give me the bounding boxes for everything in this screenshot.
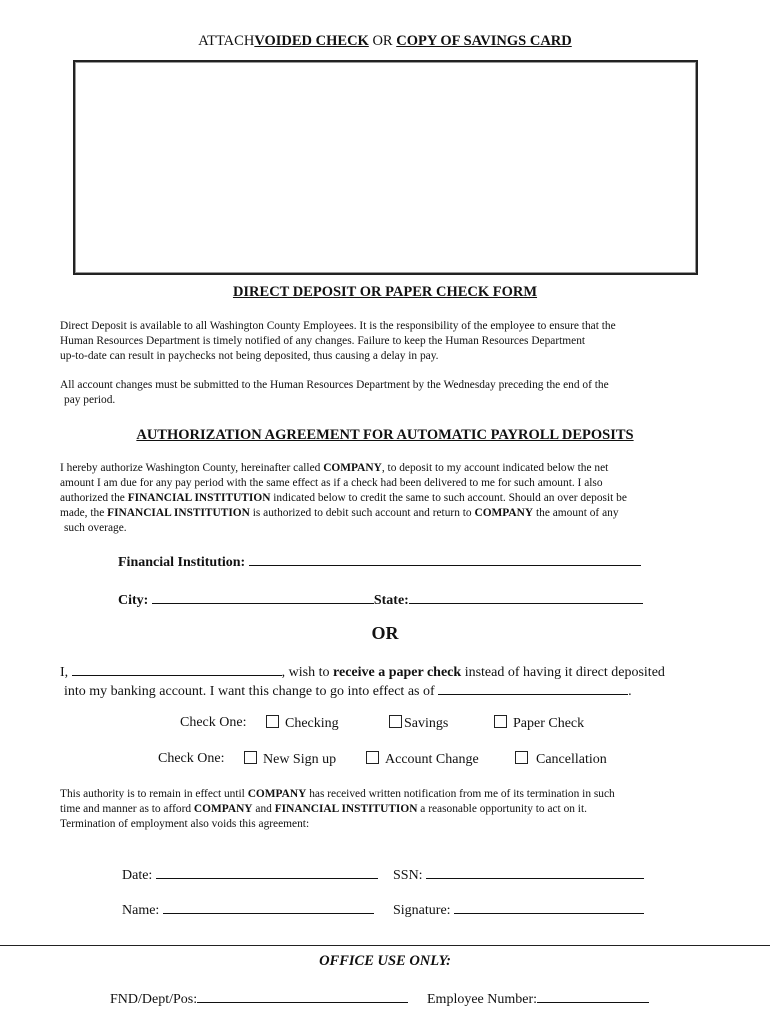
auth-line-1 [60, 461, 700, 476]
authority-company: COMPANY [247, 788, 307, 800]
attach-prefix: ATTACH [198, 33, 255, 49]
checkbox-new-sign-up[interactable] [244, 751, 336, 768]
authority-company: COMPANY [193, 803, 253, 815]
paper-wish: , wish to [281, 665, 334, 680]
auth-text: made, the [60, 507, 108, 519]
checkbox-savings[interactable] [389, 715, 448, 732]
or-divider-text: OR [371, 623, 399, 643]
paper-name-field[interactable] [72, 662, 282, 676]
intro-line-3: up-to-date can result in paychecks not being deposited, thus causing a delay in pay. [60, 350, 439, 362]
checkbox-icon[interactable] [515, 751, 528, 764]
financial-institution-field[interactable] [249, 552, 641, 566]
city-field[interactable] [152, 590, 374, 604]
checkbox-icon[interactable] [494, 715, 507, 728]
paper-receive: receive a paper check [333, 665, 462, 680]
employee-number-field[interactable] [537, 989, 649, 1003]
attach-or: OR [372, 33, 393, 49]
paper-i: I, [60, 665, 69, 680]
authority-paragraph [60, 787, 700, 832]
signature-label: Signature: [393, 903, 451, 918]
checkbox-icon[interactable] [366, 751, 379, 764]
form-title: DIRECT DEPOSIT OR PAPER CHECK FORM [232, 284, 538, 300]
date-field[interactable] [156, 865, 378, 879]
paper-line-2-text: into my banking account. I want this change to go into effect as of [64, 684, 435, 699]
checkbox-paper-check[interactable] [494, 715, 584, 732]
check-one-label-1: Check One: [180, 715, 247, 730]
attach-copy-savings: COPY OF SAVINGS CARD [396, 33, 572, 49]
auth-company: COMPANY [474, 507, 534, 519]
financial-institution-label: Financial Institution: [118, 555, 246, 570]
attach-instruction [0, 33, 770, 50]
auth-text: the amount of any [533, 507, 619, 519]
office-use-title: OFFICE USE ONLY: [319, 953, 451, 969]
auth-text: I hereby authorize Washington County, hereinafter called [60, 462, 324, 474]
authority-text: time and manner as to afford [60, 803, 194, 815]
attach-voided-check: VOIDED CHECK [254, 33, 369, 49]
authority-line-2 [60, 802, 700, 817]
fnd-row [110, 989, 408, 1008]
employee-number-label: Employee Number: [427, 992, 538, 1007]
auth-text: authorized the [60, 492, 128, 504]
ssn-label: SSN: [393, 868, 423, 883]
state-label: State: [373, 593, 409, 608]
paper-period: . [628, 684, 632, 699]
auth-line-5: such overage. [64, 522, 127, 534]
account-change-label: Account Change [385, 752, 479, 767]
authority-line-3: Termination of employment also voids this agreement: [60, 818, 310, 830]
office-divider [0, 945, 770, 946]
changes-paragraph [60, 378, 700, 408]
savings-label: Savings [404, 716, 449, 731]
name-label: Name: [122, 903, 160, 918]
cancellation-label: Cancellation [536, 752, 607, 767]
check-one-label-2: Check One: [158, 751, 225, 766]
checkbox-cancellation[interactable] [515, 751, 607, 768]
date-label: Date: [122, 868, 153, 883]
new-sign-up-label: New Sign up [263, 752, 337, 767]
changes-line-1: All account changes must be submitted to the Human Resources Department by the Wednesday preceding the end of the [60, 379, 609, 391]
checkbox-icon[interactable] [266, 715, 279, 728]
paper-instead: instead of having it direct deposited [461, 665, 665, 680]
changes-line-2: pay period. [64, 394, 116, 406]
auth-text: is authorized to debit such account and return to [249, 507, 475, 519]
effective-date-field[interactable] [438, 681, 628, 695]
auth-line-4 [60, 506, 700, 521]
authority-financial-institution: FINANCIAL INSTITUTION [274, 803, 418, 815]
auth-line-2: amount I am due for any pay period with the same effect as if a check had been delivered to me for such amount. I also [60, 477, 603, 489]
auth-financial-institution: FINANCIAL INSTITUTION [127, 492, 271, 504]
paper-check-label: Paper Check [513, 716, 585, 731]
fnd-field[interactable] [197, 989, 408, 1003]
authority-text: a reasonable opportunity to act on it. [417, 803, 587, 815]
intro-line-2: Human Resources Department is timely notified of any changes. Failure to keep the Human Resources Department [60, 335, 586, 347]
name-row [122, 900, 374, 919]
auth-company: COMPANY [323, 462, 382, 474]
signature-row [393, 900, 644, 919]
checkbox-icon[interactable] [244, 751, 257, 764]
signature-field[interactable] [454, 900, 644, 914]
city-label: City: [118, 593, 149, 608]
financial-institution-row [118, 552, 641, 571]
paper-check-line-2 [64, 681, 632, 700]
auth-text: , to deposit to my account indicated below the net [381, 462, 609, 474]
checkbox-icon[interactable] [389, 715, 402, 728]
name-field[interactable] [163, 900, 374, 914]
date-row [122, 865, 378, 884]
ssn-row [393, 865, 644, 884]
state-field[interactable] [409, 590, 643, 604]
authorization-paragraph [60, 461, 700, 536]
authority-text: has received written notification from me of its termination in such [306, 788, 615, 800]
ssn-field[interactable] [426, 865, 644, 879]
authority-text: and [252, 803, 275, 815]
paper-check-line-1 [60, 662, 665, 681]
checking-label: Checking [285, 716, 339, 731]
intro-line-1: Direct Deposit is available to all Washington County Employees. It is the responsibility of the employee to ensure that the [60, 320, 616, 332]
auth-text: indicated below to credit the same to such account. Should an over deposit be [270, 492, 627, 504]
authority-line-1 [60, 787, 700, 802]
fnd-label: FND/Dept/Pos: [110, 992, 198, 1007]
authorization-title: AUTHORIZATION AGREEMENT FOR AUTOMATIC PAYROLL DEPOSITS [136, 427, 634, 443]
checkbox-account-change[interactable] [366, 751, 479, 768]
auth-line-3 [60, 491, 700, 506]
intro-paragraph [60, 319, 700, 364]
employee-number-row [427, 989, 649, 1008]
checkbox-checking[interactable] [266, 715, 339, 732]
auth-financial-institution: FINANCIAL INSTITUTION [107, 507, 250, 519]
authority-text: This authority is to remain in effect until [60, 788, 248, 800]
city-state-row [118, 590, 643, 609]
check-attachment-area[interactable] [73, 60, 698, 275]
